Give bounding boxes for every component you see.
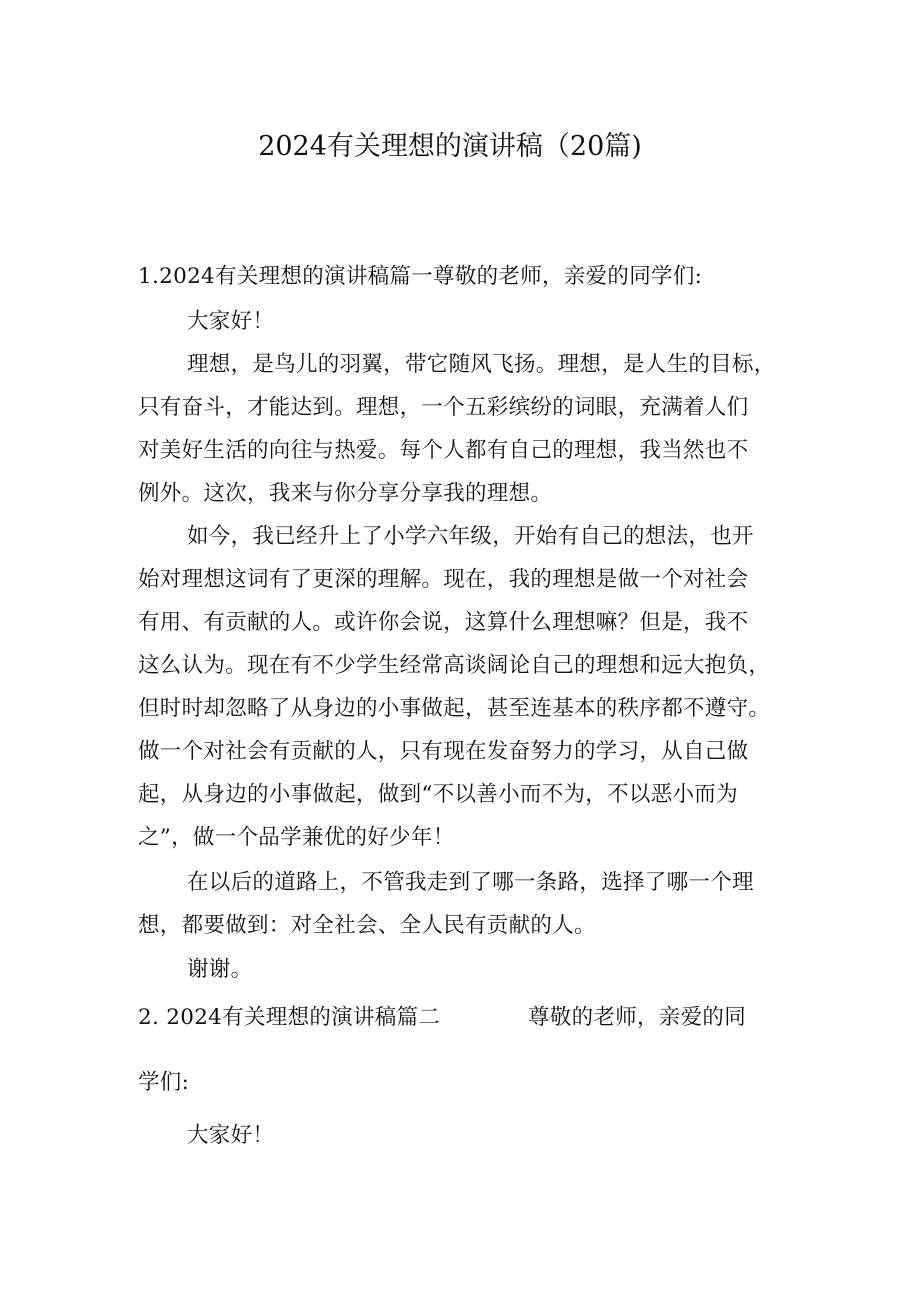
section1-greeting: 大家好！ (187, 309, 275, 334)
paragraph-line: 但时时却忽略了从身边的小事做起，甚至连基本的秩序都不遵守。 (138, 696, 771, 721)
paragraph-line: 如今，我已经升上了小学六年级，开始有自己的想法，也开 (187, 524, 754, 549)
paragraph-line: 这么认为。现在有不少学生经常高谈阔论自己的理想和远大抱负， (138, 653, 771, 678)
paragraph-line: 例外。这次，我来与你分享分享我的理想。 (138, 481, 553, 506)
section2-greeting: 大家好！ (187, 1123, 275, 1148)
paragraph-line: 始对理想这词有了更深的理解。现在，我的理想是做一个对社会 (138, 567, 749, 592)
section2-heading: 2. 2024有关理想的演讲稿篇二 (138, 1005, 441, 1030)
paragraph-line: 有用、有贡献的人。或许你会说，这算什么理想嘛？但是，我不 (138, 610, 749, 635)
paragraph-line: 只有奋斗，才能达到。理想，一个五彩缤纷的词眼，充满着人们 (138, 395, 749, 420)
paragraph-line: 在以后的道路上，不管我走到了哪一条路，选择了哪一个理 (187, 870, 754, 895)
document-title: 2024有关理想的演讲稿（20篇) (258, 131, 642, 162)
section1-closing: 谢谢。 (187, 957, 253, 982)
paragraph-line: 想，都要做到：对全社会、全人民有贡献的人。 (138, 913, 596, 938)
section1-heading: 1.2024有关理想的演讲稿篇一尊敬的老师，亲爱的同学们: (138, 264, 703, 289)
section2-heading-right: 尊敬的老师，亲爱的同 (528, 1005, 747, 1030)
paragraph-line: 理想，是鸟儿的羽翼，带它随风飞扬。理想，是人生的目标， (187, 352, 776, 377)
section2-heading-continued: 学们: (138, 1070, 190, 1095)
paragraph-line: 做一个对社会有贡献的人，只有现在发奋努力的学习，从自己做 (138, 739, 749, 764)
paragraph-line: 对美好生活的向往与热爱。每个人都有自己的理想，我当然也不 (138, 438, 749, 463)
paragraph-line: 之”，做一个品学兼优的好少年！ (138, 825, 455, 850)
paragraph-line: 起，从身边的小事做起，做到“不以善小而不为，不以恶小而为 (138, 782, 738, 807)
